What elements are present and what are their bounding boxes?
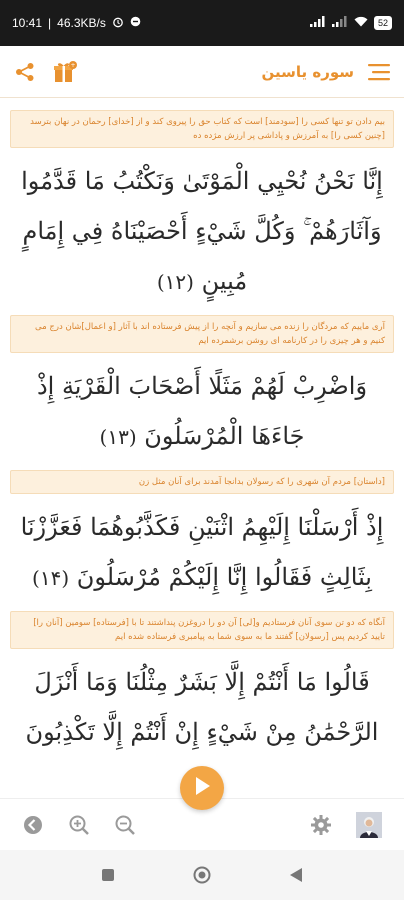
status-bar <box>0 0 404 46</box>
toolbar-right-group <box>310 812 382 838</box>
zoom-out-icon[interactable] <box>114 814 136 836</box>
header-actions <box>14 59 78 85</box>
verse-block <box>14 494 390 611</box>
translation-block: بیم دادن تو تنها کسی را [سودمند] است که کتاب حق را پیروی کند و از [خدای] رحمان در نهان بترسد [چنین کسی را] به آمرزش و پاداشی پر ارزش مژده ده <box>10 110 394 148</box>
status-network-speed: 46.3KB/s <box>57 16 106 30</box>
verses-scroll-area[interactable] <box>0 98 404 798</box>
nav-back-icon[interactable] <box>289 867 303 883</box>
status-separator: | <box>48 16 52 30</box>
app-header <box>0 46 404 98</box>
status-time: 10:41 <box>12 16 43 30</box>
header-title-group <box>261 62 390 82</box>
wifi-icon <box>354 16 368 30</box>
recent-apps-icon[interactable] <box>101 868 115 882</box>
verse-text: وَاضْرِبْ لَهُمْ مَثَلًا أَصْحَابَ الْقَرْيَةِ إِذْ جَاءَهَا الْمُرْسَلُونَ <box>36 372 368 450</box>
battery-indicator: 52 <box>374 16 392 30</box>
verse-text: إِذْ أَرْسَلْنَا إِلَيْهِمُ اثْنَيْنِ فَكَذَّبُوهُمَا فَعَزَّزْنَا بِثَالِثٍ فَقَالُوا إِنَّا إِلَيْكُمْ مُرْسَلُونَ <box>20 513 384 591</box>
svg-text:+: + <box>70 61 76 69</box>
translation-block: آری ماییم که مردگان را زنده می سازیم و آنچه را از پیش فرستاده اند با آثار [و اعمال]شان درج می کنیم و هر چیزی را در کارنامه ای روشن برشمرده ایم <box>10 315 394 353</box>
toolbar-left-group <box>22 814 136 836</box>
play-icon <box>193 776 211 800</box>
verse-text: إِنَّا نَحْنُ نُحْيِي الْمَوْتَىٰ وَنَكْتُبُ مَا قَدَّمُوا وَآثَارَهُمْ ۚ وَكُلَّ شَيْءٍ أَحْصَيْنَاهُ فِي إِمَامٍ مُبِينٍ <box>21 167 383 295</box>
notification-icon <box>130 16 141 30</box>
signal-icon <box>310 16 326 30</box>
verse-number: (۱۴) <box>32 566 70 590</box>
verse-number: (۱۲) <box>156 270 194 294</box>
status-right <box>310 16 392 30</box>
gear-icon[interactable] <box>310 814 332 836</box>
status-left <box>12 16 141 31</box>
page-title: سوره یاسین <box>261 62 354 81</box>
home-icon[interactable] <box>193 866 211 884</box>
signal-icon-2 <box>332 16 348 30</box>
verse-block <box>14 353 390 470</box>
play-button[interactable] <box>180 766 224 810</box>
reciter-avatar[interactable] <box>356 812 382 838</box>
zoom-in-icon[interactable] <box>68 814 90 836</box>
translation-block: آنگاه که دو تن سوی آنان فرستادیم و[لی] آن دو را دروغزن پنداشتند تا با [فرستاده] سومین [آنان را] تایید کردیم پس [رسولان] گفتند ما به سوی شما به پیامبری فرستاده شده ایم <box>10 611 394 649</box>
verse-block <box>14 148 390 315</box>
gift-icon[interactable] <box>52 59 78 85</box>
system-nav-bar <box>0 850 404 900</box>
menu-icon[interactable] <box>368 62 390 82</box>
translation-block: [داستان] مردم آن شهری را که رسولان بدانجا آمدند برای آنان مثل زن <box>10 470 394 494</box>
alarm-icon <box>112 16 124 31</box>
back-arrow-icon[interactable] <box>22 814 44 836</box>
verse-text: قَالُوا مَا أَنْتُمْ إِلَّا بَشَرٌ مِثْلُنَا وَمَا أَنْزَلَ الرَّحْمَٰنُ مِنْ شَيْءٍ إِنْ أَنْتُمْ إِلَّا تَكْذِبُونَ <box>25 668 379 746</box>
share-icon[interactable] <box>14 61 36 83</box>
verse-number: (۱۳) <box>99 425 137 449</box>
